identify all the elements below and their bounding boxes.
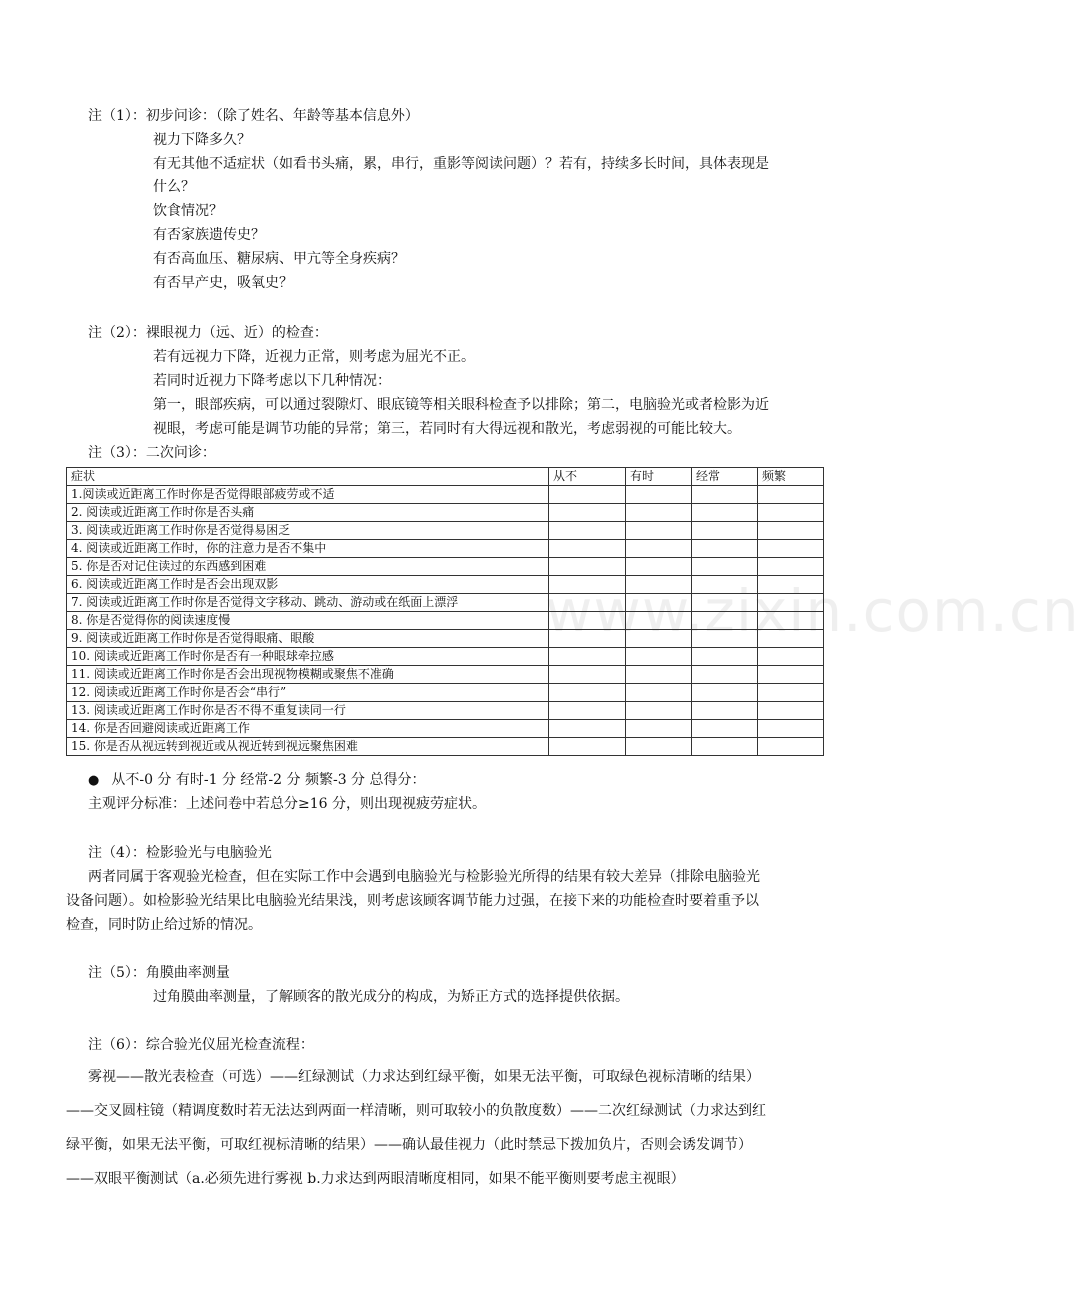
- often-cell[interactable]: [692, 738, 758, 756]
- sometimes-cell[interactable]: [626, 738, 692, 756]
- sometimes-cell[interactable]: [626, 522, 692, 540]
- note4-text: 检查，同时防止给过矫的情况。: [66, 917, 262, 933]
- frequent-cell[interactable]: [758, 648, 824, 666]
- sometimes-cell[interactable]: [626, 720, 692, 738]
- frequent-cell[interactable]: [758, 576, 824, 594]
- scoring-standard: 主观评分标准：上述问卷中若总分≥16 分，则出现视疲劳症状。: [88, 796, 486, 812]
- frequent-cell[interactable]: [758, 684, 824, 702]
- note6-text: ——双眼平衡测试（a.必须先进行雾视 b.力求达到两眼清晰度相同，如果不能平衡则要考虑主视眼）: [66, 1171, 685, 1187]
- symptom-cell: 6. 阅读或近距离工作时是否会出现双影: [67, 576, 549, 594]
- never-cell[interactable]: [549, 522, 626, 540]
- often-cell[interactable]: [692, 630, 758, 648]
- never-cell[interactable]: [549, 684, 626, 702]
- often-cell[interactable]: [692, 594, 758, 612]
- table-row: [67, 504, 824, 522]
- often-cell[interactable]: [692, 666, 758, 684]
- note2-heading: 注（2）：裸眼视力（远、近）的检查：: [88, 325, 328, 341]
- note1-item: 什么？: [153, 179, 195, 195]
- frequent-cell[interactable]: [758, 486, 824, 504]
- table-row: [67, 558, 824, 576]
- often-cell[interactable]: [692, 558, 758, 576]
- symptom-cell: 15. 你是否从视远转到视近或从视近转到视远聚焦困难: [67, 738, 549, 756]
- note4-text: 两者同属于客观验光检查，但在实际工作中会遇到电脑验光与检影验光所得的结果有较大差异（排除电脑验光: [88, 869, 760, 885]
- sometimes-cell[interactable]: [626, 630, 692, 648]
- note1-item: 视力下降多久？: [153, 132, 251, 148]
- often-cell[interactable]: [692, 720, 758, 738]
- table-row: [67, 738, 824, 756]
- symptom-cell: 8. 你是否觉得你的阅读速度慢: [67, 612, 549, 630]
- often-cell[interactable]: [692, 576, 758, 594]
- header-frequent: 频繁: [758, 468, 824, 486]
- never-cell[interactable]: [549, 558, 626, 576]
- often-cell[interactable]: [692, 648, 758, 666]
- frequent-cell[interactable]: [758, 558, 824, 576]
- note3-heading: 注（3）：二次问诊：: [88, 445, 216, 461]
- symptom-cell: 1.阅读或近距离工作时你是否觉得眼部疲劳或不适: [67, 486, 549, 504]
- frequent-cell[interactable]: [758, 612, 824, 630]
- table-row: [67, 594, 824, 612]
- scoring-line: [88, 769, 426, 792]
- note6-heading: 注（6）：综合验光仪屈光检查流程：: [88, 1037, 314, 1053]
- frequent-cell[interactable]: [758, 504, 824, 522]
- symptom-cell: 2. 阅读或近距离工作时你是否头痛: [67, 504, 549, 522]
- never-cell[interactable]: [549, 504, 626, 522]
- table-header-row: [67, 468, 824, 486]
- never-cell[interactable]: [549, 648, 626, 666]
- sometimes-cell[interactable]: [626, 540, 692, 558]
- often-cell[interactable]: [692, 486, 758, 504]
- never-cell[interactable]: [549, 666, 626, 684]
- never-cell[interactable]: [549, 630, 626, 648]
- note1-item: 有否家族遗传史？: [153, 227, 265, 243]
- symptom-cell: 12. 阅读或近距离工作时你是否会“串行”: [67, 684, 549, 702]
- never-cell[interactable]: [549, 486, 626, 504]
- note1-item: 有否高血压、糖尿病、甲亢等全身疾病？: [153, 251, 405, 267]
- symptom-cell: 9. 阅读或近距离工作时你是否觉得眼痛、眼酸: [67, 630, 549, 648]
- note5-heading: 注（5）：角膜曲率测量: [88, 965, 230, 981]
- header-never: 从不: [549, 468, 626, 486]
- table-row: [67, 540, 824, 558]
- sometimes-cell[interactable]: [626, 684, 692, 702]
- note6-text: 雾视——散光表检查（可选）——红绿测试（力求达到红绿平衡，如果无法平衡，可取绿色视标清晰的结果）: [88, 1069, 760, 1085]
- note1-item: 有否早产史，吸氧史？: [153, 275, 293, 291]
- frequent-cell[interactable]: [758, 630, 824, 648]
- note2-text: 若有远视力下降，近视力正常，则考虑为屈光不正。: [153, 349, 475, 365]
- never-cell[interactable]: [549, 576, 626, 594]
- note4-heading: 注（4）：检影验光与电脑验光: [88, 845, 272, 861]
- frequent-cell[interactable]: [758, 594, 824, 612]
- bullet-icon: ●: [88, 773, 100, 788]
- frequent-cell[interactable]: [758, 738, 824, 756]
- frequent-cell[interactable]: [758, 720, 824, 738]
- note4-text: 设备问题）。如检影验光结果比电脑验光结果浅，则考虑该顾客调节能力过强，在接下来的功能检查时要着重予以: [66, 893, 759, 909]
- sometimes-cell[interactable]: [626, 666, 692, 684]
- never-cell[interactable]: [549, 612, 626, 630]
- often-cell[interactable]: [692, 684, 758, 702]
- often-cell[interactable]: [692, 612, 758, 630]
- symptom-cell: 4. 阅读或近距离工作时，你的注意力是否不集中: [67, 540, 549, 558]
- table-row: [67, 612, 824, 630]
- watermark: www.zixin.com.cn: [545, 577, 1080, 645]
- frequent-cell[interactable]: [758, 702, 824, 720]
- never-cell[interactable]: [549, 540, 626, 558]
- table-row: [67, 684, 824, 702]
- symptom-cell: 11. 阅读或近距离工作时你是否会出现视物模糊或聚焦不准确: [67, 666, 549, 684]
- note1-heading: 注（1）：初步问诊：（除了姓名、年龄等基本信息外）: [88, 108, 419, 124]
- sometimes-cell[interactable]: [626, 648, 692, 666]
- header-often: 经常: [692, 468, 758, 486]
- header-sometimes: 有时: [626, 468, 692, 486]
- sometimes-cell[interactable]: [626, 594, 692, 612]
- symptom-cell: 5. 你是否对记住读过的东西感到困难: [67, 558, 549, 576]
- symptom-cell: 14. 你是否回避阅读或近距离工作: [67, 720, 549, 738]
- table-row: [67, 630, 824, 648]
- symptom-cell: 13. 阅读或近距离工作时你是否不得不重复读同一行: [67, 702, 549, 720]
- never-cell[interactable]: [549, 702, 626, 720]
- note1-item: 有无其他不适症状（如看书头痛，累，串行，重影等阅读问题）？若有，持续多长时间，具体表现是: [153, 156, 769, 172]
- sometimes-cell[interactable]: [626, 504, 692, 522]
- sometimes-cell[interactable]: [626, 612, 692, 630]
- table-row: [67, 720, 824, 738]
- symptom-cell: 7. 阅读或近距离工作时你是否觉得文字移动、跳动、游动或在纸面上漂浮: [67, 594, 549, 612]
- sometimes-cell[interactable]: [626, 576, 692, 594]
- often-cell[interactable]: [692, 540, 758, 558]
- sometimes-cell[interactable]: [626, 702, 692, 720]
- note6-text: 绿平衡，如果无法平衡，可取红视标清晰的结果）——确认最佳视力（此时禁忌下拨加负片，否则会诱发调节）: [66, 1137, 752, 1153]
- table-row: [67, 666, 824, 684]
- note2-text: 视眼，考虑可能是调节功能的异常；第三，若同时有大得远视和散光，考虑弱视的可能比较大。: [153, 421, 741, 437]
- table-row: [67, 576, 824, 594]
- symptom-cell: 10. 阅读或近距离工作时你是否有一种眼球牵拉感: [67, 648, 549, 666]
- note5-text: 过角膜曲率测量，了解顾客的散光成分的构成，为矫正方式的选择提供依据。: [153, 989, 629, 1005]
- symptom-cell: 3. 阅读或近距离工作时你是否觉得易困乏: [67, 522, 549, 540]
- note6-text: ——交叉圆柱镜（精调度数时若无法达到两面一样清晰，则可取较小的负散度数）——二次红绿测试（力求达到红: [66, 1103, 766, 1119]
- table-row: [67, 702, 824, 720]
- frequent-cell[interactable]: [758, 522, 824, 540]
- never-cell[interactable]: [549, 738, 626, 756]
- frequent-cell[interactable]: [758, 540, 824, 558]
- table-row: [67, 648, 824, 666]
- note1-item: 饮食情况？: [153, 203, 223, 219]
- never-cell[interactable]: [549, 594, 626, 612]
- often-cell[interactable]: [692, 702, 758, 720]
- often-cell[interactable]: [692, 522, 758, 540]
- often-cell[interactable]: [692, 504, 758, 522]
- symptom-survey-table: [66, 467, 824, 756]
- note2-text: 若同时近视力下降考虑以下几种情况：: [153, 373, 391, 389]
- header-symptom: 症状: [67, 468, 549, 486]
- table-row: [67, 522, 824, 540]
- sometimes-cell[interactable]: [626, 558, 692, 576]
- table-row: [67, 486, 824, 504]
- note2-text: 第一，眼部疾病，可以通过裂隙灯、眼底镜等相关眼科检查予以排除；第二，电脑验光或者检影为近: [153, 397, 769, 413]
- scoring-text: 从不-0 分 有时-1 分 经常-2 分 频繁-3 分 总得分：: [111, 772, 426, 788]
- frequent-cell[interactable]: [758, 666, 824, 684]
- sometimes-cell[interactable]: [626, 486, 692, 504]
- never-cell[interactable]: [549, 720, 626, 738]
